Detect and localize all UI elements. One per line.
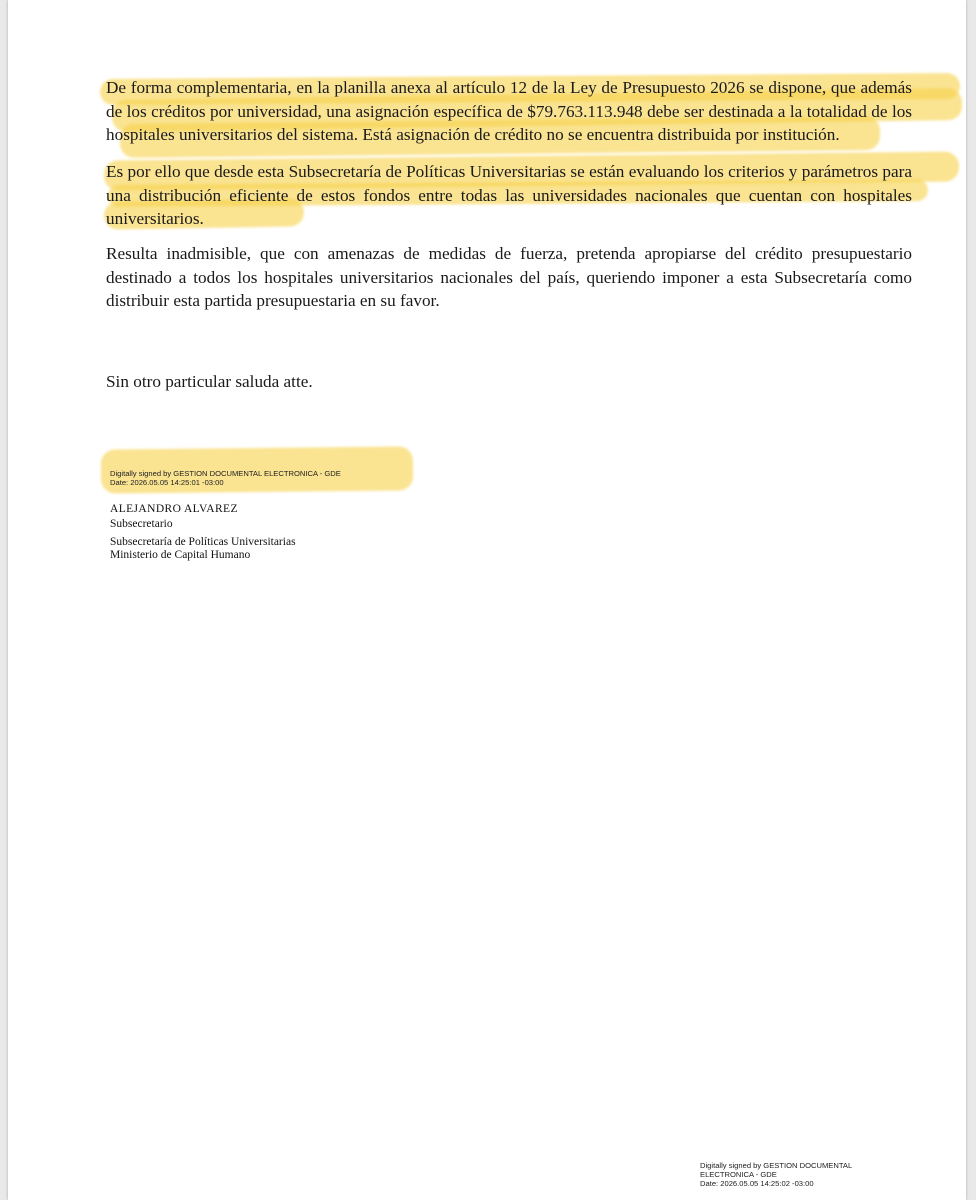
digital-signature-stamp (110, 469, 341, 487)
signer-name-title (110, 503, 410, 516)
signature-line: Digitally signed by GESTION DOCUMENTAL ELECTRONICA - GDE (110, 469, 341, 478)
signer-office: Subsecretaría de Políticas Universitarias (110, 536, 296, 548)
digital-signature-stamp-footer (700, 1161, 852, 1188)
paragraph: De forma complementaria, en la planilla anexa al artículo 12 de la Ley de Presupuesto 2026 se dispone, que además de los créditos por universidad, una asignación específica de $79.763.113.948 debe ser destinada a la totalidad de los hospitales universitarios del sistema. Está asignación de crédito no se encuentra distribuida por institución. (106, 78, 912, 144)
document-page (8, 0, 966, 1200)
signature-date: Date: 2026.05.05 14:25:02 -03:00 (700, 1179, 814, 1188)
closing-line: Sin otro particular saluda atte. (106, 372, 313, 391)
signature-line: ELECTRONICA - GDE (700, 1170, 777, 1179)
signer-title: Subsecretario (110, 518, 173, 529)
signature-date: Date: 2026.05.05 14:25:01 -03:00 (110, 478, 224, 487)
signature-line: Digitally signed by GESTION DOCUMENTAL (700, 1161, 853, 1170)
signer-name: ALEJANDRO ALVAREZ (110, 503, 238, 515)
paragraph: Resulta inadmisible, que con amenazas de medidas de fuerza, pretenda apropiarse del crédito presupuestario destinado a todos los hospitales universitarios nacionales del país, queriendo imponer a esta Subsecretaría como distribuir esta partida presupuestaria en su favor. (106, 244, 912, 310)
signer-ministry: Ministerio de Capital Humano (110, 549, 251, 561)
paragraph: Es por ello que desde esta Subsecretaría de Políticas Universitarias se están evaluando los criterios y parámetros para una distribución eficiente de estos fondos entre todas las universidades nacionales que cuentan con hospitales universitarios. (106, 162, 912, 228)
signer-title-wrap (110, 518, 310, 529)
